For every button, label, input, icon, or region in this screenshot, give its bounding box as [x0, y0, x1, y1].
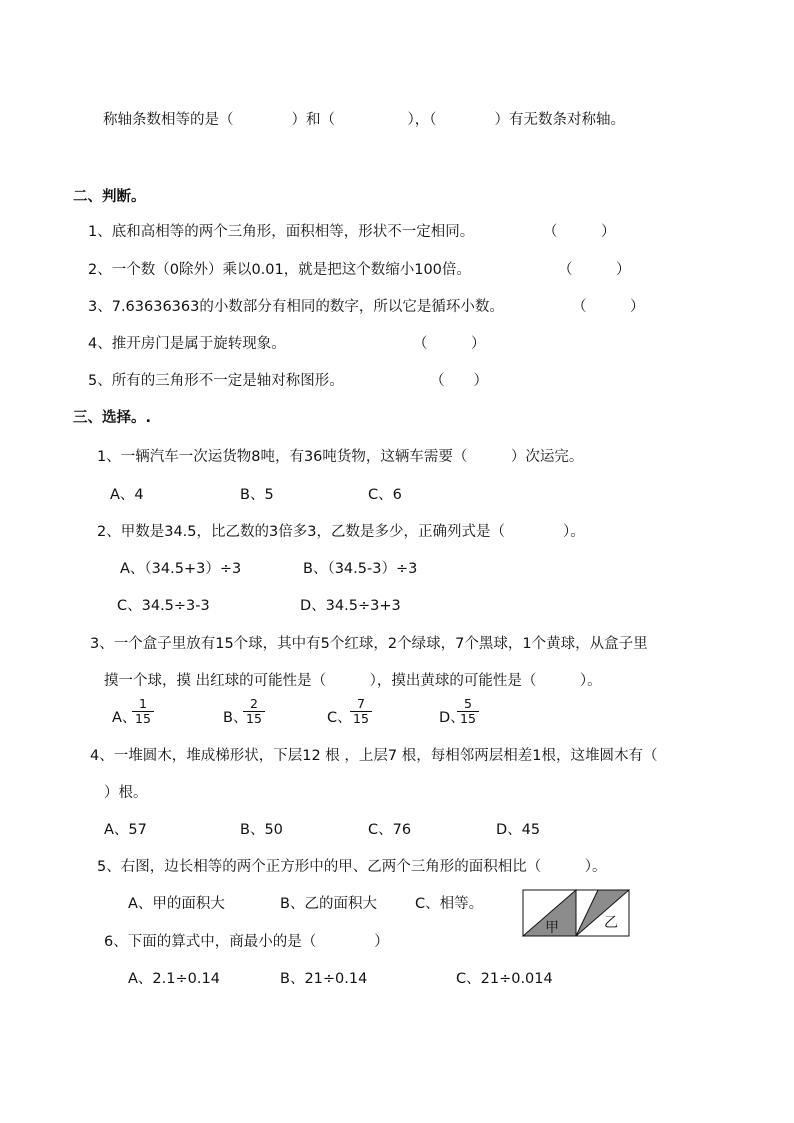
fraction-denominator: 15 — [457, 711, 479, 726]
triangle-jia-label: 甲 — [545, 920, 559, 936]
choice-q1-option-a[interactable]: A、4 — [110, 487, 144, 503]
judgment-blank-1[interactable]: （ ） — [543, 224, 616, 240]
choice-q5-option-b[interactable]: B、乙的面积大 — [280, 896, 377, 912]
choice-q4-option-b[interactable]: B、50 — [240, 822, 283, 838]
choice-q4-text-line1: 4、一堆圆木，堆成梯形状，下层12 根 ，上层7 根，每相邻两层相差1根，这堆圆木有（ — [90, 748, 658, 764]
section-title-choice: 三、选择。. — [73, 410, 152, 426]
choice-q3-text-line1: 3、一个盒子里放有15个球，其中有5个红球，2个绿球，7个黑球，1个黄球，从盒子里 — [90, 636, 648, 652]
choice-q1-text: 1、一辆汽车一次运货物8吨，有36吨货物，这辆车需要（ ）次运完。 — [97, 449, 584, 465]
judgment-item-4: 4、推开房门是属于旋转现象。 — [88, 336, 286, 352]
choice-q5-option-c[interactable]: C、相等。 — [415, 896, 484, 912]
choice-q2-option-d[interactable]: D、34.5÷3+3 — [300, 598, 401, 614]
choice-q3-text-line2: 摸一个球，摸 出红球的可能性是（ ），摸出黄球的可能性是（ ）。 — [104, 673, 602, 689]
choice-q3-option-c-label[interactable]: C、 — [327, 710, 352, 726]
judgment-item-2: 2、一个数（0除外）乘以0.01，就是把这个数缩小100倍。 — [88, 262, 471, 278]
choice-q4-text-line2: ）根。 — [104, 785, 148, 801]
fraction-denominator: 15 — [350, 711, 372, 726]
judgment-item-5: 5、所有的三角形不一定是轴对称图形。 — [88, 373, 344, 389]
fraction-numerator: 2 — [249, 696, 258, 711]
choice-q3-option-a-label[interactable]: A、 — [112, 710, 137, 726]
judgment-blank-4[interactable]: （ ） — [413, 336, 486, 352]
choice-q4-option-d[interactable]: D、45 — [496, 822, 541, 838]
choice-q5-option-a[interactable]: A、甲的面积大 — [128, 896, 225, 912]
judgment-blank-2[interactable]: （ ） — [558, 262, 631, 278]
fraction-numerator: 7 — [356, 696, 365, 711]
choice-q3-option-d-fraction[interactable] — [457, 697, 479, 726]
choice-q3-option-b-label[interactable]: B、 — [223, 710, 248, 726]
fraction-denominator: 15 — [243, 711, 265, 726]
choice-q5-text: 5、右图，边长相等的两个正方形中的甲、乙两个三角形的面积相比（ ）。 — [97, 859, 607, 875]
choice-q6-option-b[interactable]: B、21÷0.14 — [280, 971, 368, 987]
choice-q4-option-a[interactable]: A、57 — [104, 822, 147, 838]
choice-q6-text: 6、下面的算式中，商最小的是（ ） — [104, 934, 389, 950]
choice-q2-option-b[interactable]: B、（34.5-3）÷3 — [303, 561, 418, 577]
choice-q3-option-c-fraction[interactable] — [350, 697, 372, 726]
squares-triangles-figure — [522, 889, 630, 937]
choice-q2-option-a[interactable]: A、（34.5+3）÷3 — [120, 561, 242, 577]
triangle-yi-label: 乙 — [604, 915, 618, 931]
fraction-numerator: 5 — [463, 696, 472, 711]
choice-q2-text: 2、甲数是34.5，比乙数的3倍多3，乙数是多少，正确列式是（ ）。 — [97, 524, 585, 540]
choice-q1-option-b[interactable]: B、5 — [240, 487, 274, 503]
choice-q6-option-a[interactable]: A、2.1÷0.14 — [128, 971, 220, 987]
choice-q2-option-c[interactable]: C、34.5÷3-3 — [117, 598, 210, 614]
choice-q3-option-d-label[interactable]: D、 — [439, 710, 465, 726]
choice-q4-option-c[interactable]: C、76 — [368, 822, 412, 838]
choice-q6-option-c[interactable]: C、21÷0.014 — [456, 971, 553, 987]
judgment-item-1: 1、底和高相等的两个三角形，面积相等，形状不一定相同。 — [88, 224, 475, 240]
fraction-numerator: 1 — [138, 696, 147, 711]
section-title-judgment: 二、判断。 — [73, 189, 146, 205]
choice-q3-option-b-fraction[interactable] — [243, 697, 265, 726]
judgment-blank-5[interactable]: （ ） — [430, 373, 488, 389]
judgment-blank-3[interactable]: （ ） — [572, 299, 645, 315]
choice-q1-option-c[interactable]: C、6 — [368, 487, 402, 503]
intro-line: 称轴条数相等的是（ ）和（ ），（ ）有无数条对称轴。 — [103, 112, 625, 128]
fraction-denominator: 15 — [132, 711, 154, 726]
choice-q3-option-a-fraction[interactable] — [132, 697, 154, 726]
judgment-item-3: 3、7.63636363的小数部分有相同的数字，所以它是循环小数。 — [88, 299, 504, 315]
